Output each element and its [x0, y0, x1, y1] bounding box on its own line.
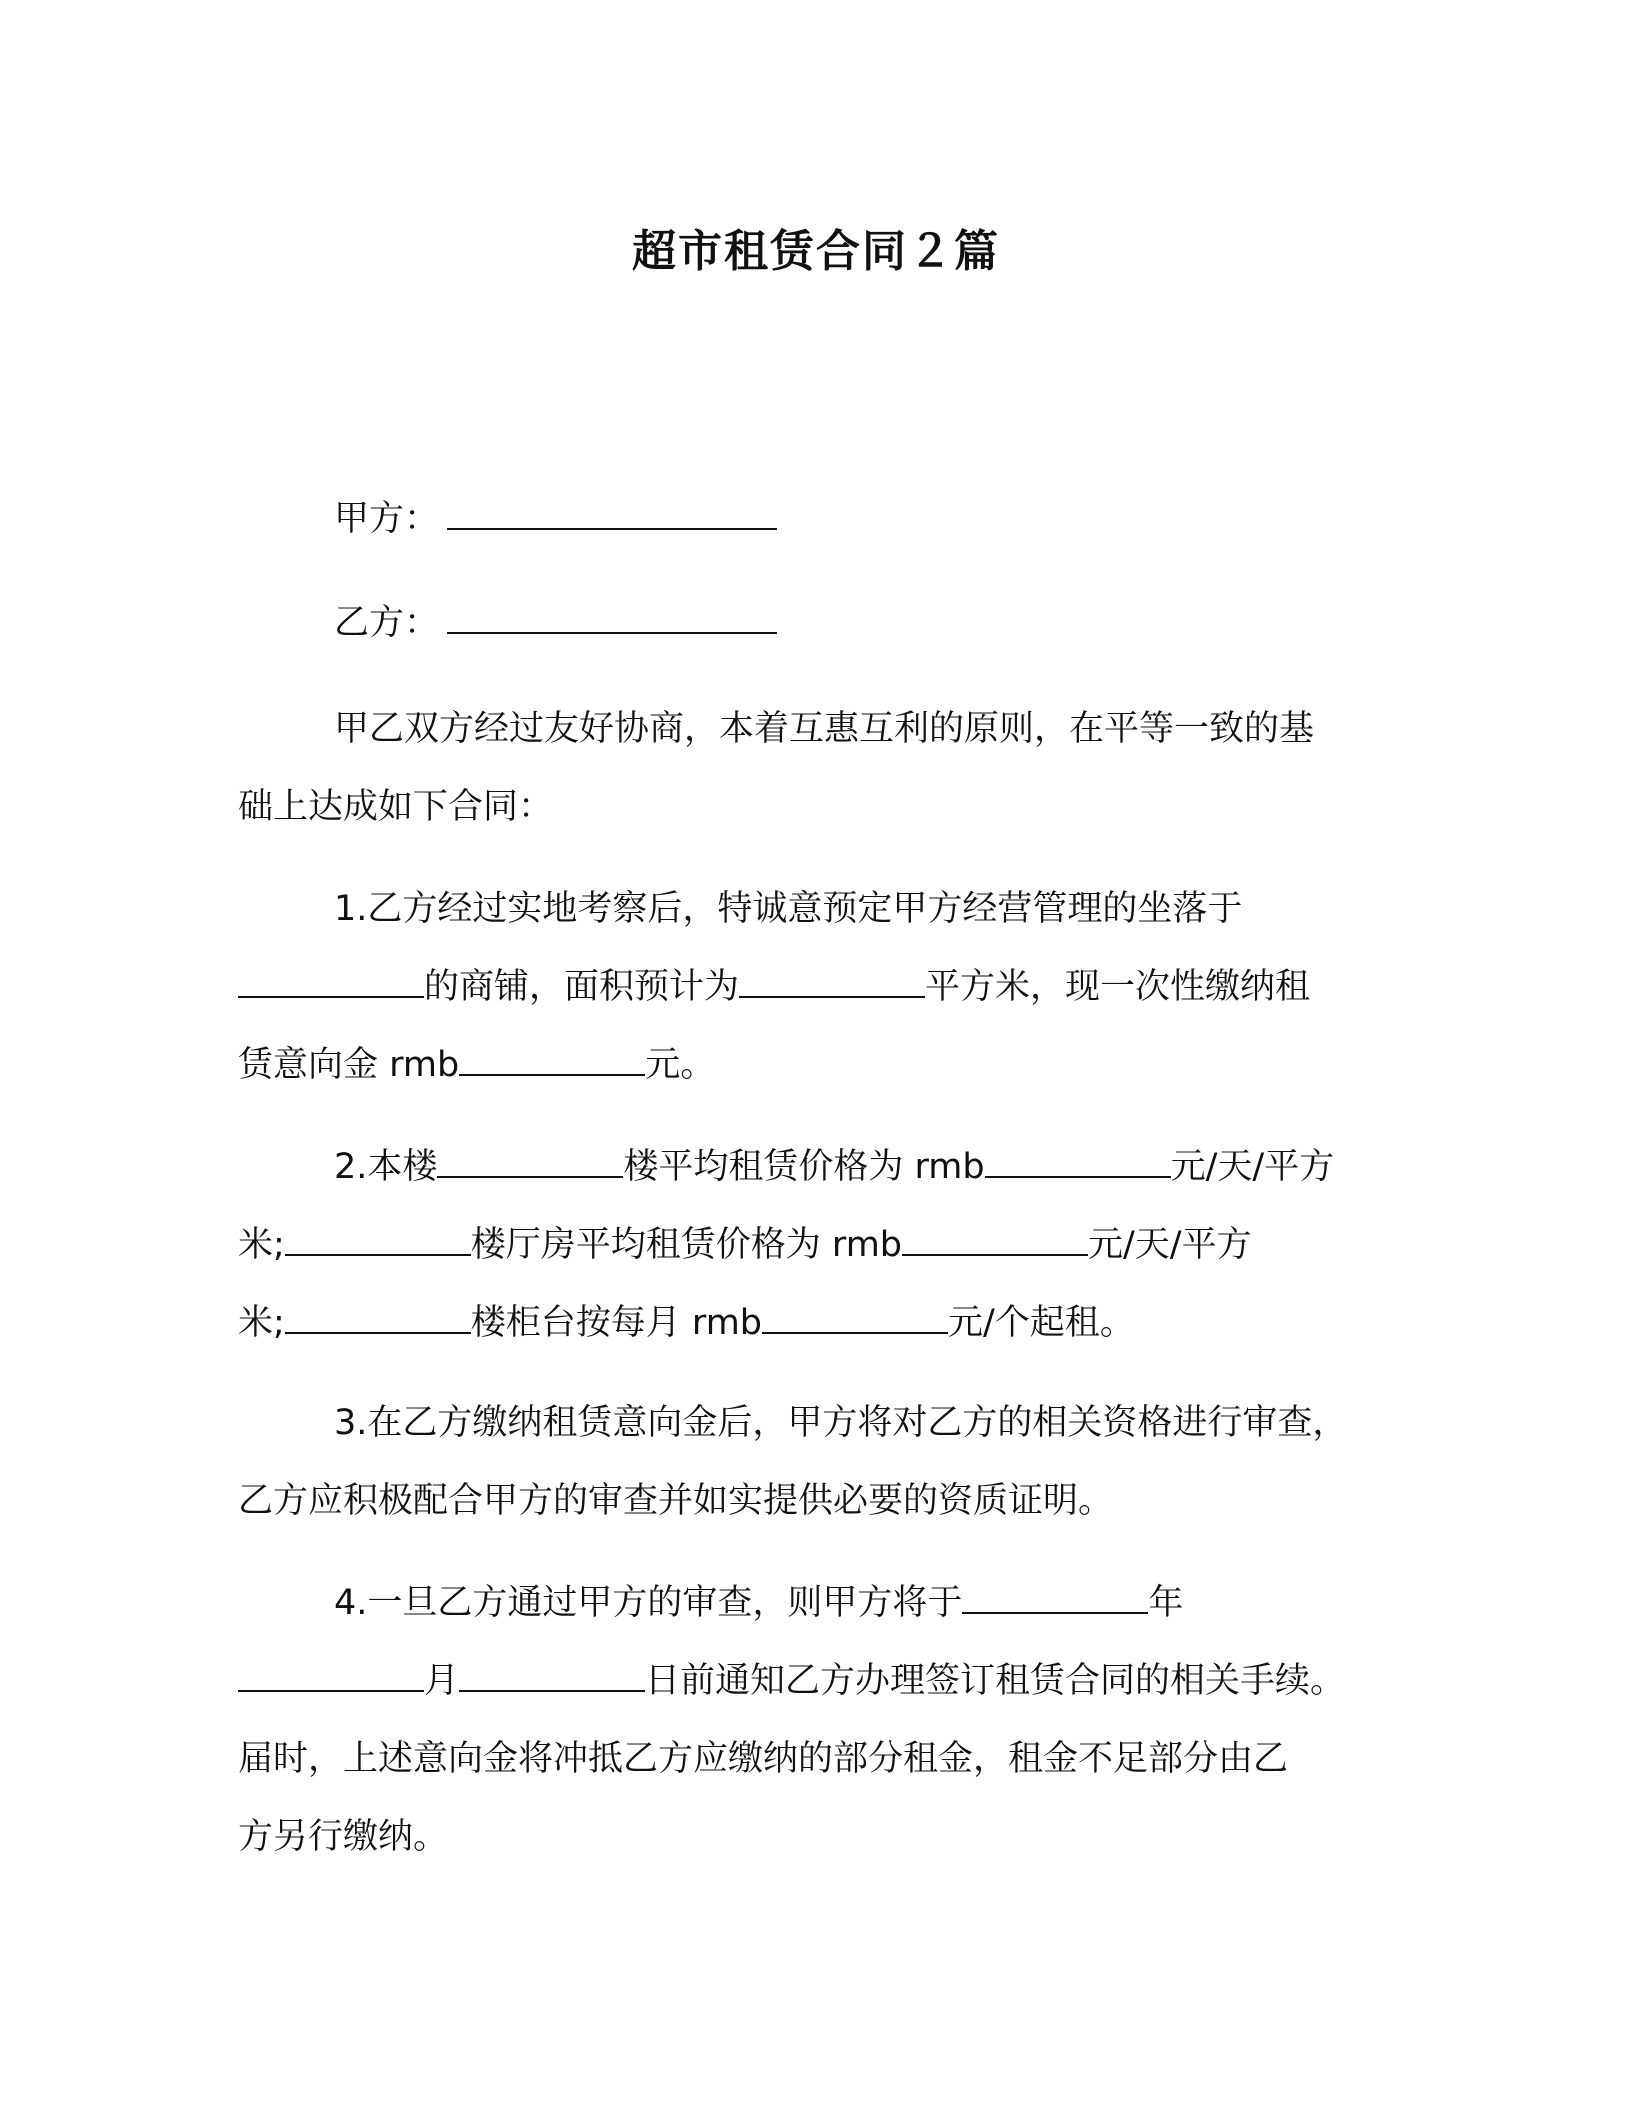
clause-2-text-2c: 元/天/平方 — [1088, 1225, 1252, 1265]
clause-3-line-1: 3.在乙方缴纳租赁意向金后，甲方将对乙方的相关资格进行审查， — [334, 1403, 1348, 1443]
price-blank-3 — [762, 1302, 948, 1334]
clause-2 — [238, 1128, 1398, 1362]
clause-4-line-2 — [238, 1642, 1398, 1720]
clause-2-line-3 — [238, 1284, 1398, 1362]
month-blank — [238, 1660, 424, 1692]
clause-1-text-3b: 元。 — [645, 1045, 716, 1085]
clause-4-text-1b: 年 — [1148, 1583, 1184, 1623]
day-blank — [459, 1660, 645, 1692]
clause-4-line-1 — [238, 1564, 1398, 1642]
party-a-label: 甲方： — [334, 499, 440, 539]
clause-1-text-2b: 平方米，现一次性缴纳租 — [925, 967, 1311, 1007]
clause-4-text-2a: 月 — [424, 1661, 460, 1701]
price-blank-1 — [985, 1146, 1171, 1178]
document-title: 超市租赁合同２篇 — [632, 226, 1000, 277]
floor-blank-2 — [285, 1224, 471, 1256]
party-b-label: 乙方： — [334, 603, 440, 643]
clause-4-line-4: 方另行缴纳。 — [238, 1817, 449, 1857]
clause-2-text-3b: 楼柜台按每月 rmb — [470, 1303, 763, 1343]
clause-4-text-2b: 日前通知乙方办理签订租赁合同的相关手续。 — [645, 1661, 1346, 1701]
intro-line-1: 甲乙双方经过友好协商，本着互惠互利的原则，在平等一致的基 — [334, 709, 1315, 749]
area-blank — [739, 966, 925, 998]
clause-2-text-1a: 2.本楼 — [334, 1147, 438, 1187]
party-a-row — [238, 480, 1398, 558]
clause-4 — [238, 1564, 1398, 1876]
intro-line-2: 础上达成如下合同： — [238, 787, 554, 827]
clause-1-line-3 — [238, 1026, 1398, 1104]
clause-1-text-2a: 的商铺，面积预计为 — [424, 967, 740, 1007]
clause-2-text-1b: 楼平均租赁价格为 rmb — [623, 1147, 985, 1187]
clause-3-line-2: 乙方应积极配合甲方的审查并如实提供必要的资质证明。 — [238, 1481, 1114, 1521]
clause-1-line-1: 1.乙方经过实地考察后，特诚意预定甲方经营管理的坐落于 — [334, 889, 1243, 929]
clause-2-text-2b: 楼厅房平均租赁价格为 rmb — [470, 1225, 903, 1265]
deposit-blank — [459, 1044, 645, 1076]
clause-4-line-3: 届时，上述意向金将冲抵乙方应缴纳的部分租金，租金不足部分由乙 — [238, 1739, 1289, 1779]
year-blank — [962, 1582, 1148, 1614]
clause-4-text-1a: 4.一旦乙方通过甲方的审查，则甲方将于 — [334, 1583, 963, 1623]
party-a-blank — [447, 498, 777, 530]
clause-2-text-3c: 元/个起租。 — [948, 1303, 1135, 1343]
clause-2-text-2a: 米; — [238, 1225, 285, 1265]
location-blank — [238, 966, 424, 998]
party-b-row — [238, 584, 1398, 662]
floor-blank-3 — [285, 1302, 471, 1334]
floor-blank-1 — [437, 1146, 623, 1178]
price-blank-2 — [902, 1224, 1088, 1256]
clause-2-line-1 — [238, 1128, 1398, 1206]
clause-2-text-1c: 元/天/平方 — [1170, 1147, 1335, 1187]
party-b-blank — [447, 602, 777, 634]
clause-1-line-2 — [238, 948, 1398, 1026]
intro-paragraph — [238, 690, 1398, 846]
clause-1 — [238, 870, 1398, 1104]
clause-3 — [238, 1384, 1398, 1540]
clause-2-text-3a: 米; — [238, 1303, 285, 1343]
clause-2-line-2 — [238, 1206, 1398, 1284]
clause-1-text-3a: 赁意向金 rmb — [238, 1045, 460, 1085]
